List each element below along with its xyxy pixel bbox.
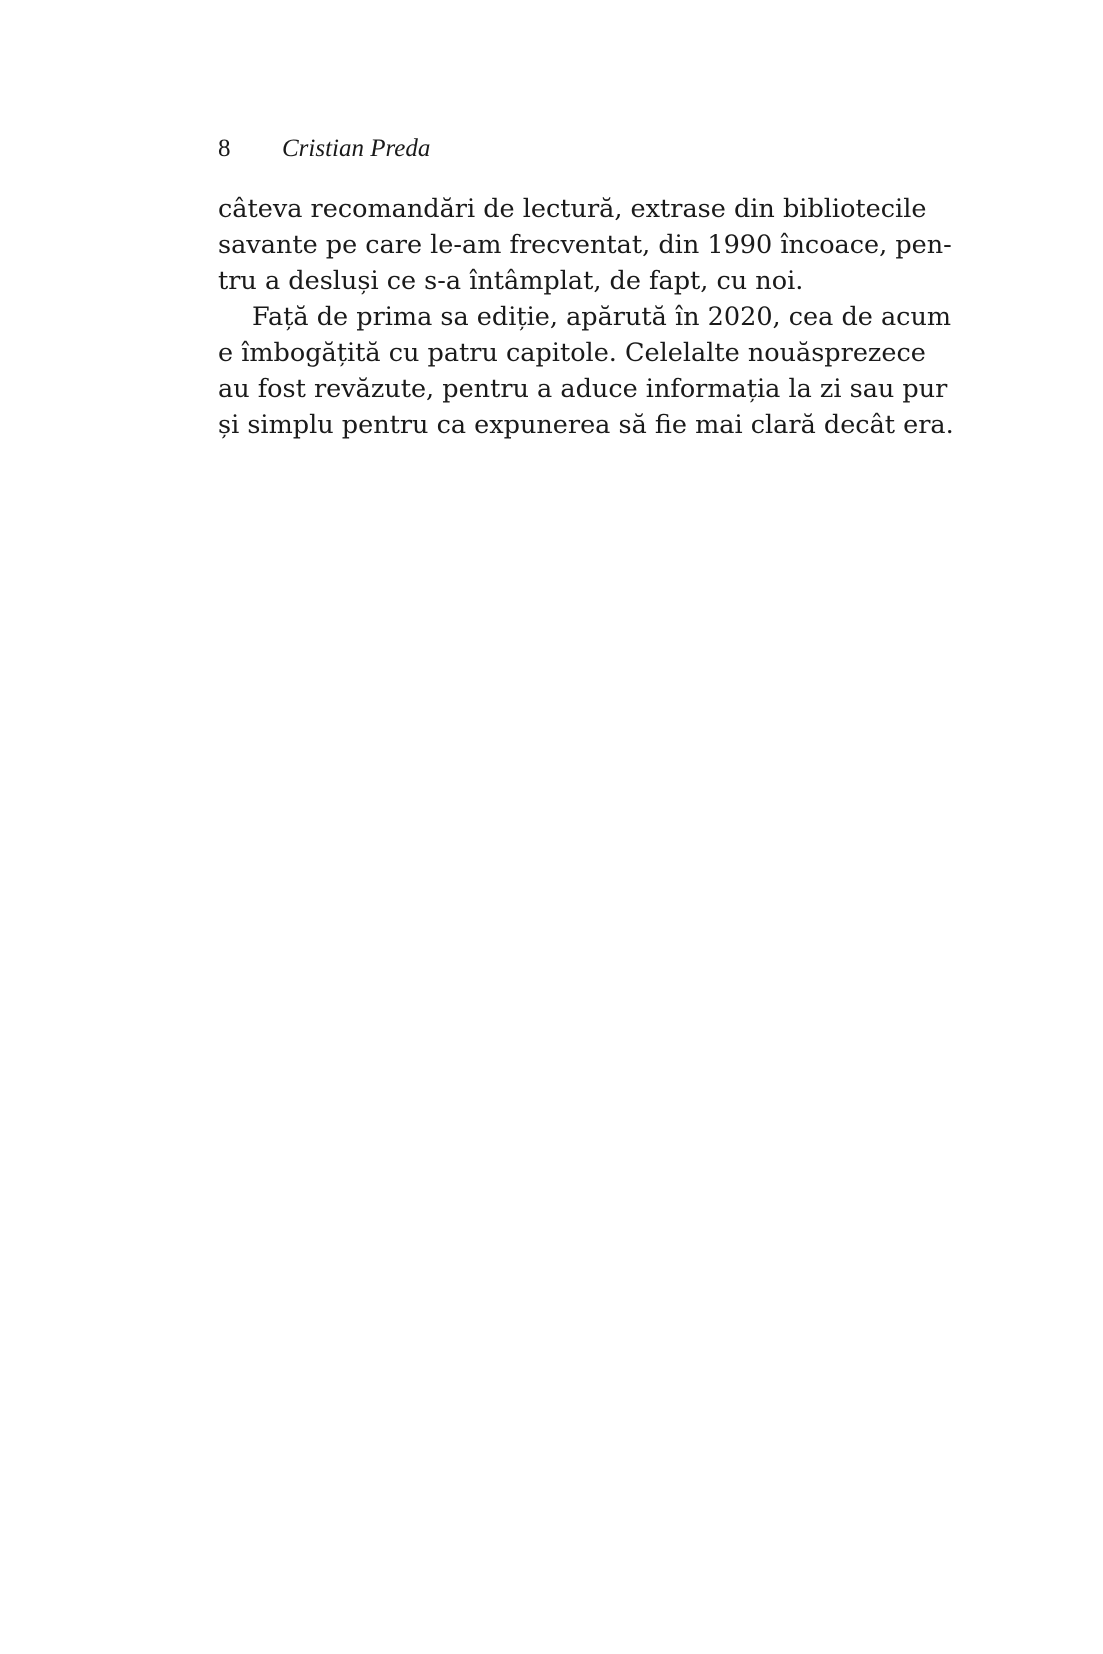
text-line: și simplu pentru ca expunerea să fie mai clară decât era. xyxy=(218,410,954,440)
page-number: 8 xyxy=(218,135,231,162)
body-text xyxy=(218,191,954,443)
paragraph xyxy=(218,299,954,443)
text-line: savante pe care le-am frecventat, din 1990 încoace, pen- xyxy=(218,230,952,260)
text-line: tru a desluși ce s-a întâmplat, de fapt, cu noi. xyxy=(218,266,804,296)
running-header-author: Cristian Preda xyxy=(282,135,431,162)
running-header xyxy=(218,132,430,166)
text-line: Față de prima sa ediție, apărută în 2020, cea de acum xyxy=(252,302,952,332)
text-line: e îmbogățită cu patru capitole. Celelalte nouăsprezece xyxy=(218,338,926,368)
text-line: câteva recomandări de lectură, extrase din bibliotecile xyxy=(218,194,927,224)
paragraph xyxy=(218,191,952,299)
text-line: au fost revăzute, pentru a aduce informația la zi sau pur xyxy=(218,374,948,404)
